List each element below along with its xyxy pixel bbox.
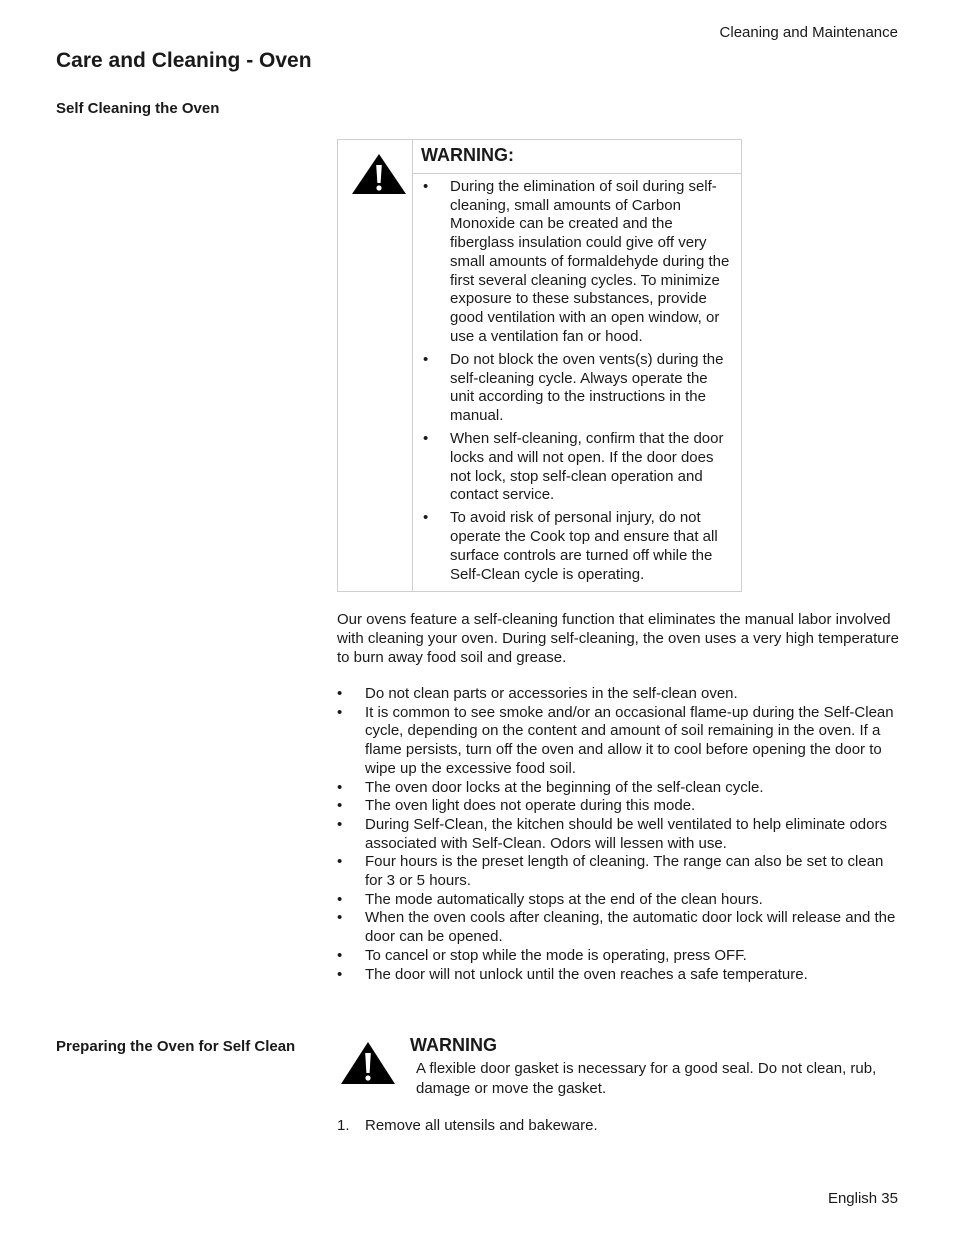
list-item: • Four hours is the preset length of cleaning. The range can also be set to clean for 3 or 5 hours.: [337, 853, 899, 890]
list-item: • The oven light does not operate during this mode.: [337, 797, 899, 816]
warning-icon-cell: [338, 140, 413, 591]
warning-list: [413, 174, 741, 584]
self-clean-bullet-list: [337, 685, 899, 984]
list-item: • Do not clean parts or accessories in the self-clean oven.: [337, 685, 899, 704]
warning-title: WARNING:: [413, 140, 741, 174]
list-item: • During Self-Clean, the kitchen should be well ventilated to help eliminate odors associated with Self-Clean. Odors will lessen with use.: [337, 816, 899, 853]
warning-item: • Do not block the oven vents(s) during the self-cleaning cycle. Always operate the unit according to the instructions in the manual.: [421, 351, 731, 426]
running-header: Cleaning and Maintenance: [719, 24, 898, 41]
section-heading-self-cleaning: Self Cleaning the Oven: [56, 100, 220, 117]
warning-box: [337, 139, 742, 592]
gasket-warning-text: A flexible door gasket is necessary for a good seal. Do not clean, rub, damage or move the gasket.: [416, 1060, 877, 1097]
list-item: • It is common to see smoke and/or an occasional flame-up during the Self-Clean cycle, depending on the content and amount of soil remaining in the oven. If a flame persists, turn off the oven and allow it to cool before opening the door to wipe up the excessive food soil.: [337, 704, 899, 779]
warning-content: [413, 140, 741, 591]
warning-triangle-icon: [340, 1041, 396, 1085]
warning-triangle-icon: [351, 153, 407, 195]
list-item: • The door will not unlock until the oven reaches a safe temperature.: [337, 966, 899, 985]
preparation-steps: [337, 1117, 598, 1134]
gasket-warning-title: WARNING: [410, 1035, 497, 1055]
list-item: • When the oven cools after cleaning, the automatic door lock will release and the door can be opened.: [337, 909, 899, 946]
list-item: • To cancel or stop while the mode is operating, press OFF.: [337, 947, 899, 966]
list-item: • The oven door locks at the beginning of the self-clean cycle.: [337, 779, 899, 798]
warning-item: • When self-cleaning, confirm that the door locks and will not open. If the door does not lock, stop self-clean operation and contact service.: [421, 430, 731, 505]
page-number: English 35: [827, 1190, 898, 1207]
step-number: 1.: [337, 1117, 350, 1134]
intro-paragraph: Our ovens feature a self-cleaning function that eliminates the manual labor involved with cleaning your oven. During self-cleaning, the oven uses a very high temperature to burn away food soil and grease.: [337, 611, 899, 666]
page-title: Care and Cleaning - Oven: [56, 49, 312, 72]
section-heading-preparing: Preparing the Oven for Self Clean: [56, 1038, 296, 1055]
warning-item: • During the elimination of soil during self-cleaning, small amounts of Carbon Monoxide can be created and the fiberglass insulation could give off very small amounts of formaldehyde during the first several cleaning cycles. To minimize exposure to these substances, provide good ventilation with an open window, or use a ventilation fan or hood.: [421, 178, 731, 346]
step-text: Remove all utensils and bakeware.: [365, 1117, 598, 1134]
warning-item: • To avoid risk of personal injury, do not operate the Cook top and ensure that all surface controls are turned off while the Self-Clean cycle is operating.: [421, 509, 731, 584]
step-item: [337, 1117, 598, 1134]
list-item: • The mode automatically stops at the end of the clean hours.: [337, 891, 899, 910]
